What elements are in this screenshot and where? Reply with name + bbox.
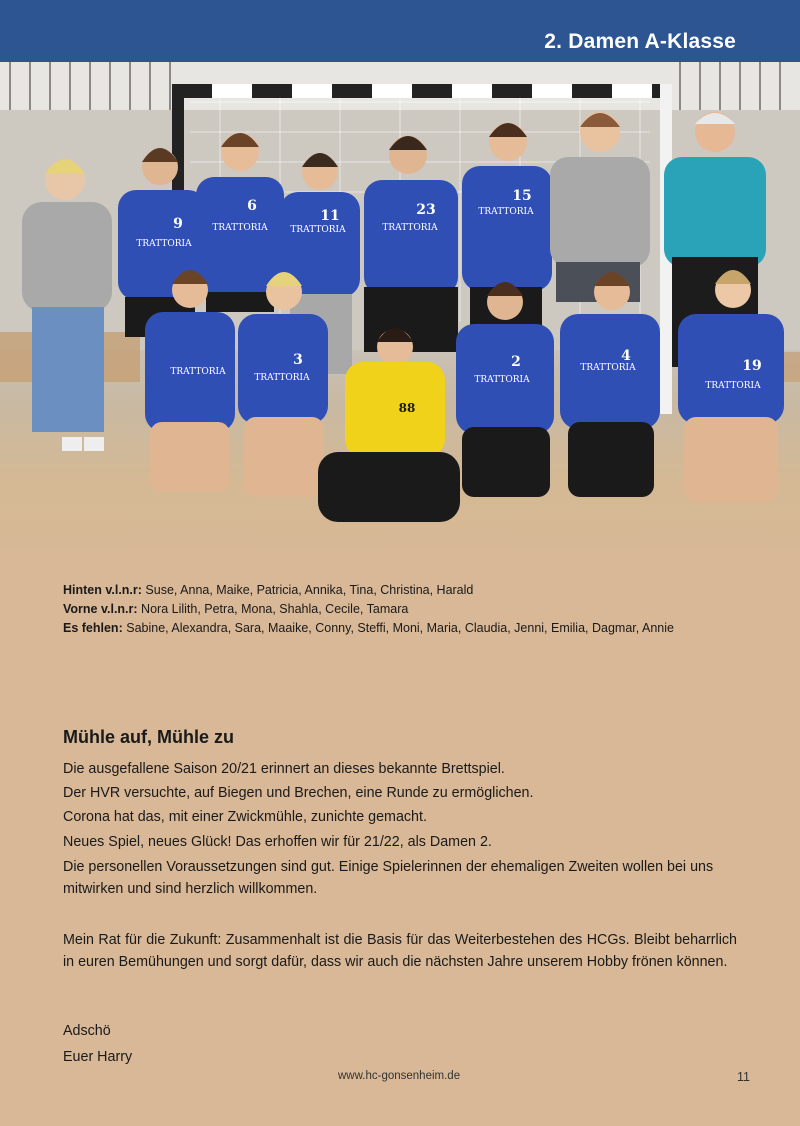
jersey-number: 3 — [293, 352, 303, 368]
jersey-number: 11 — [320, 208, 340, 224]
advice-paragraph: Mein Rat für die Zukunft: Zusammenhalt ist die Basis für das Weiterbestehen des HCGs. Bleibt beharrlich in euren Bemühungen und sorgt dafür, dass wir auch die nächsten Jahre unserem Hobby frönen können. — [63, 932, 737, 970]
jersey-number: 88 — [398, 401, 416, 415]
caption-label: Hinten v.l.n.r: — [63, 583, 142, 597]
sponsor-text: TRATTORIA — [290, 225, 346, 235]
sponsor-text: TRATTORIA — [170, 367, 226, 377]
article-line: Corona hat das, mit einer Zwickmühle, zunichte gemacht. — [63, 809, 427, 825]
caption-names: Sabine, Alexandra, Sara, Maaike, Conny, Steffi, Moni, Maria, Claudia, Jenni, Emilia, Dagmar, Annie — [126, 621, 674, 635]
caption-front-row — [63, 600, 408, 618]
jersey-number: 9 — [173, 216, 183, 232]
jersey-number: 6 — [247, 198, 257, 214]
jersey-number: 4 — [621, 348, 631, 364]
signoff-greeting: Adschö — [63, 1023, 111, 1039]
caption-missing — [63, 619, 674, 637]
article-heading: Mühle auf, Mühle zu — [63, 727, 234, 747]
jersey-number: 2 — [511, 354, 521, 370]
sponsor-text: TRATTORIA — [136, 239, 192, 249]
sponsor-text: TRATTORIA — [382, 223, 438, 233]
article-line: Neues Spiel, neues Glück! Das erhoffen wir für 21/22, als Damen 2. — [63, 834, 492, 850]
page-title: 2. Damen A-Klasse — [544, 30, 736, 53]
caption-names: Suse, Anna, Maike, Patricia, Annika, Tina, Christina, Harald — [145, 583, 474, 597]
signoff-name: Euer Harry — [63, 1049, 133, 1065]
sponsor-text: TRATTORIA — [212, 223, 268, 233]
article-line: Die ausgefallene Saison 20/21 erinnert an dieses bekannte Brettspiel. — [63, 761, 505, 777]
jersey-number: 23 — [416, 202, 436, 218]
sponsor-text: TRATTORIA — [474, 375, 530, 385]
sponsor-text: TRATTORIA — [478, 207, 534, 217]
article-line: Der HVR versuchte, auf Biegen und Brechen, eine Runde zu ermöglichen. — [63, 785, 534, 801]
page-number: 11 — [737, 1070, 750, 1084]
footer-url: www.hc-gonsenheim.de — [338, 1070, 461, 1082]
article-line: Die personellen Voraussetzungen sind gut. Einige Spielerinnen der ehemaligen Zweiten wollen bei uns mitwirken und sind herzlich willkommen. — [63, 859, 714, 897]
team-photo — [0, 62, 800, 562]
caption-back-row — [63, 581, 473, 599]
caption-label: Vorne v.l.n.r: — [63, 602, 138, 616]
sponsor-text: TRATTORIA — [580, 363, 636, 373]
caption-names: Nora Lilith, Petra, Mona, Shahla, Cecile, Tamara — [141, 602, 409, 616]
caption-label: Es fehlen: — [63, 621, 123, 635]
jersey-number: 19 — [742, 358, 762, 374]
jersey-number: 15 — [512, 188, 532, 204]
sponsor-text: TRATTORIA — [254, 373, 310, 383]
team-photo-illustration — [0, 62, 800, 562]
sponsor-text: TRATTORIA — [705, 381, 761, 391]
